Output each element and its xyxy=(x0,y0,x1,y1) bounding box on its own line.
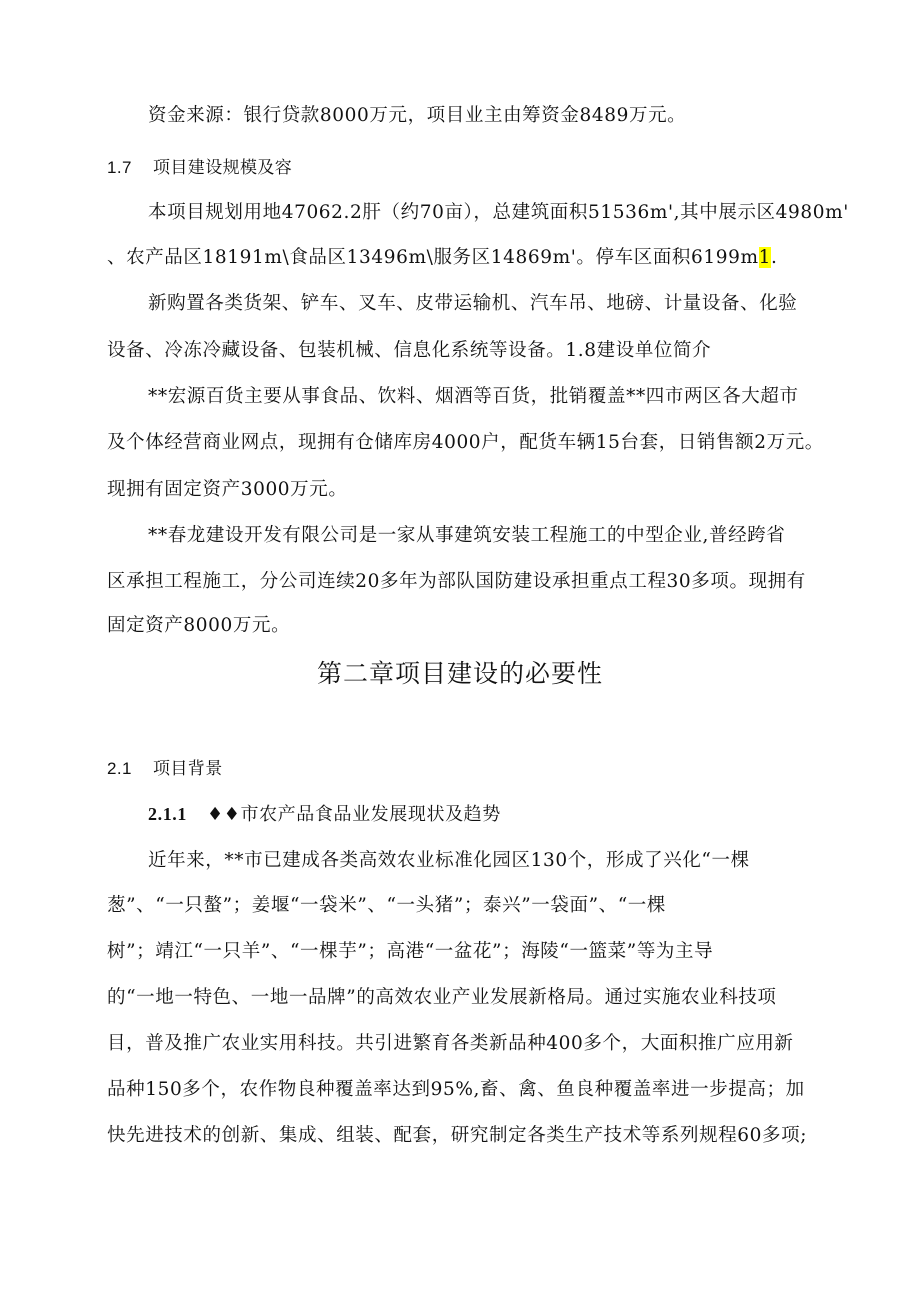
subsection-number: 2.1.1 xyxy=(148,804,187,824)
section-title: 项目背景 xyxy=(153,759,223,779)
paragraph-line: 及个体经营商业网点，现拥有仓储库房4000户，配货车辆15台套，日销售额2万元。 xyxy=(107,432,824,453)
paragraph-line: 的“一地一特色、一地一品牌”的高效农业产业发展新格局。通过实施农业科技项 xyxy=(107,987,777,1008)
paragraph-line: 近年来，**市已建成各类高效农业标准化园区130个，形成了兴化“一棵 xyxy=(148,850,750,871)
chapter-title: 第二章项目建设的必要性 xyxy=(316,659,603,688)
section-number: 1.7 xyxy=(107,158,132,177)
paragraph-line: 设备、冷冻冷藏设备、包装机械、信息化系统等设备。1.8建设单位简介 xyxy=(107,340,712,361)
paragraph-line: 树”；靖江“一只羊”、“一棵芋”；高港“一盆花”；海陵“一篮菜”等为主导 xyxy=(107,941,714,962)
paragraph-line: 葱”、“一只螯”；姜堰“一袋米”、“一头猪”；泰兴”一袋面”、“一棵 xyxy=(107,895,666,916)
paragraph-line: 目，普及推广农业实用科技。共引进繁育各类新品种400多个，大面积推广应用新 xyxy=(107,1033,794,1054)
paragraph-line: **春龙建设开发有限公司是一家从事建筑安装工程施工的中型企业,普经跨省 xyxy=(148,525,786,546)
paragraph-line: 新购置各类货架、铲车、叉车、皮带运输机、汽车吊、地磅、计量设备、化验 xyxy=(148,293,798,314)
subsection-title: ♦♦市农产品食品业发展现状及趋势 xyxy=(207,804,501,825)
paragraph-line: 现拥有固定资产3000万元。 xyxy=(107,479,348,500)
section-title: 项目建设规模及容 xyxy=(153,158,293,178)
paragraph-line: 区承担工程施工，分公司连续20多年为部队国防建设承担重点工程30多项。现拥有 xyxy=(107,571,806,592)
paragraph-line: 固定资产8000万元。 xyxy=(107,615,291,636)
funding-source-line: 资金来源：银行贷款8000万元，项目业主由筹资金8489万元。 xyxy=(148,105,687,126)
section-heading-2-1 xyxy=(107,756,223,782)
paragraph-line: **宏源百货主要从事食品、饮料、烟酒等百货，批销覆盖**四市两区各大超市 xyxy=(148,386,799,407)
paragraph-line xyxy=(107,245,778,271)
paragraph-text: . xyxy=(771,247,778,268)
subsection-heading-2-1-1 xyxy=(148,801,501,828)
paragraph-text: 、农产品区18191m\食品区13496m\服务区14869m'。停车区面积6199m xyxy=(107,247,759,268)
highlighted-text: 1 xyxy=(758,247,772,268)
paragraph-line: 快先进技术的创新、集成、组装、配套，研究制定各类生产技术等系列规程60多项; xyxy=(107,1125,808,1146)
section-heading-1-7 xyxy=(107,155,292,181)
section-number: 2.1 xyxy=(107,759,132,778)
paragraph-line: 品种150多个，农作物良种覆盖率达到95%,畜、禽、鱼良种覆盖率进一步提高；加 xyxy=(107,1079,805,1100)
paragraph-line: 本项目规划用地47062.2肝（约70亩），总建筑面积51536m',其中展示区4980m' xyxy=(148,202,849,223)
